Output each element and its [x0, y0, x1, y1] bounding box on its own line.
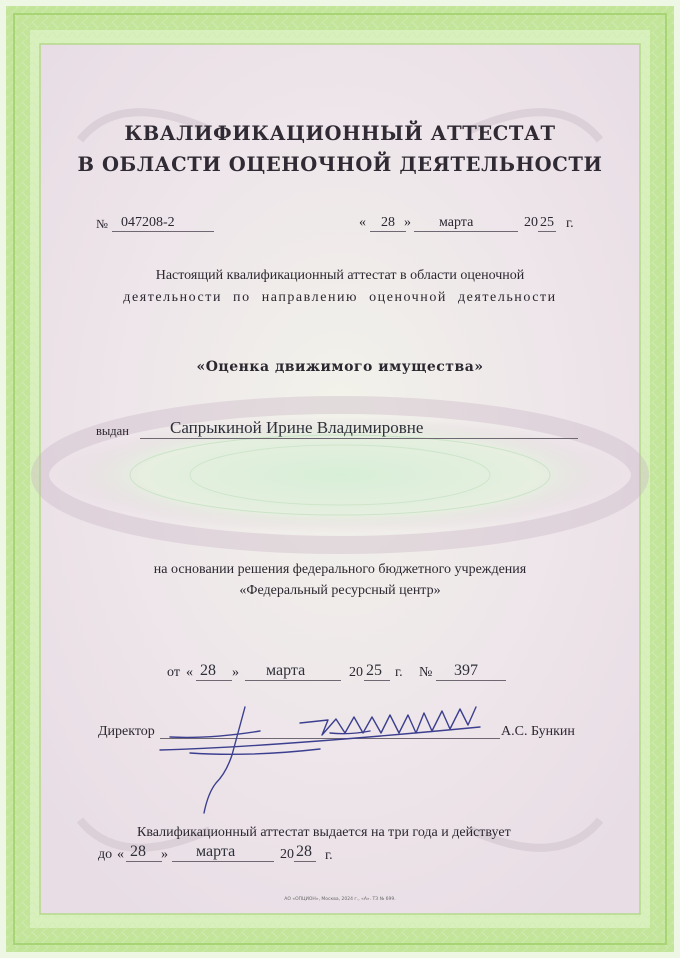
month-underline: [414, 231, 518, 232]
assessment-direction: «Оценка движимого имущества»: [196, 359, 484, 375]
validity-day-underline: [126, 861, 162, 862]
validity-month: марта: [196, 843, 236, 860]
holder-name: Сапрыкиной Ирине Владимировне: [170, 418, 424, 437]
decision-year-prefix: 20: [349, 665, 363, 680]
decision-number-sign: №: [419, 665, 433, 680]
validity-until: до: [98, 847, 113, 862]
decision-quote-open: «: [186, 665, 193, 680]
certificate-title-line2: В ОБЛАСТИ ОЦЕНОЧНОЙ ДЕЯТЕЛЬНОСТИ: [77, 153, 603, 176]
year-underline: [538, 231, 556, 232]
printer-imprint: АО «ОПЦИОН», Москва, 2024 г., «А». ТЗ № 699.: [284, 897, 396, 902]
director-role: Директор: [98, 724, 155, 739]
basis-line1: на основании решения федерального бюджетного учреждения: [153, 562, 527, 577]
certificate-number: 047208-2: [121, 215, 175, 230]
validity-year-prefix: 20: [280, 847, 294, 862]
validity-day: 28: [130, 843, 146, 860]
number-sign: №: [96, 217, 108, 231]
issued-label: выдан: [96, 424, 129, 438]
decision-from: от: [167, 665, 180, 680]
certificate-year-unit: г.: [566, 216, 574, 231]
certificate-day: 28: [381, 215, 395, 230]
validity-year-suffix: 28: [296, 843, 312, 860]
validity-year-unit: г.: [325, 848, 333, 863]
decision-year-suffix: 25: [366, 662, 382, 679]
decision-day-underline: [196, 680, 232, 681]
decision-year-unit: г.: [395, 665, 403, 680]
intro-line1: Настоящий квалификационный аттестат в области оценочной: [155, 268, 525, 283]
decision-quote-close: »: [232, 665, 239, 680]
director-signature: [150, 695, 510, 825]
decision-number: 397: [454, 662, 478, 679]
number-underline: [112, 231, 214, 232]
validity-line1: Квалификационный аттестат выдается на три года и действует: [137, 825, 511, 840]
validity-quote-close: »: [161, 847, 168, 862]
certificate-year-prefix: 20: [524, 215, 538, 230]
date-quote-close: »: [404, 215, 411, 230]
decision-month-underline: [245, 680, 341, 681]
decision-month: марта: [266, 662, 306, 679]
validity-month-underline: [172, 861, 274, 862]
validity-quote-open: «: [117, 847, 124, 862]
day-underline: [370, 231, 406, 232]
decision-day: 28: [200, 662, 216, 679]
validity-year-underline: [294, 861, 316, 862]
certificate-month: марта: [439, 215, 474, 230]
basis-line2: «Федеральный ресурсный центр»: [239, 583, 441, 598]
certificate-year-suffix: 25: [540, 215, 554, 230]
intro-line2: деятельности по направлению оценочной деятельности: [123, 290, 557, 305]
certificate-title-line1: КВАЛИФИКАЦИОННЫЙ АТТЕСТАТ: [124, 122, 556, 145]
date-quote-open: «: [359, 215, 366, 230]
decision-year-underline: [364, 680, 390, 681]
director-name: А.С. Бункин: [501, 724, 575, 739]
holder-name-underline: [140, 438, 578, 439]
decision-number-underline: [436, 680, 506, 681]
